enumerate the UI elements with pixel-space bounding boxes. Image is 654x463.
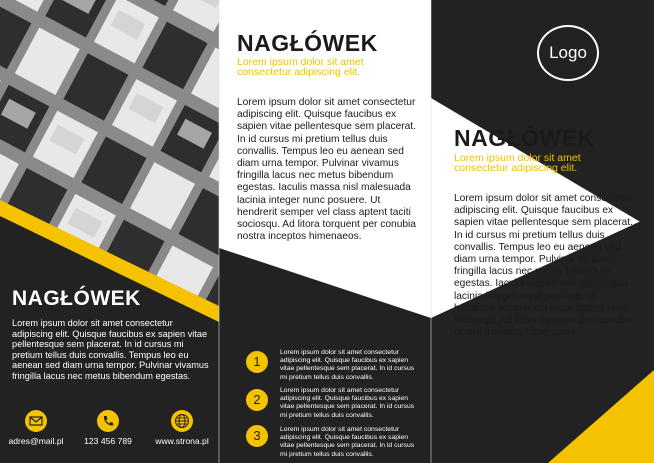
step-text-2: Lorem ipsum dolor sit amet consectetur adipiscing elit. Quisque faucibus ex sapien vitae pellentesque sem placerat. In id cursus mi pretium tellus duis convallis. [280, 387, 415, 419]
right-panel-heading: NAGŁÓWEK [454, 125, 595, 151]
step-number-2: 2 [246, 389, 268, 411]
email-text[interactable]: adres@mail.pl [8, 436, 64, 446]
globe-icon [171, 410, 193, 432]
right-panel-subheading: Lorem ipsum dolor sit amet consectetur adipiscing elit. [454, 152, 581, 174]
step-text-3: Lorem ipsum dolor sit amet consectetur adipiscing elit. Quisque faucibus ex sapien vitae pellentesque sem placerat. In id cursus mi pretium tellus duis convallis. [280, 426, 415, 458]
left-panel-heading: NAGŁÓWEK [12, 287, 141, 310]
phone-icon [97, 410, 119, 432]
left-panel-body: Lorem ipsum dolor sit amet consectetur adipiscing elit. Quisque faucibus ex sapien vitae pellentesque sem placerat. In id cursus mi pretium tellus duis convallis. Tempus leo eu aenean sed diam urna tempor. Pulvinar vivamus fringilla lacus nec metus bibendum egestas. [12, 318, 209, 381]
logo-placeholder: Logo [537, 25, 599, 81]
step-text-1: Lorem ipsum dolor sit amet consectetur adipiscing elit. Quisque faucibus ex sapien vitae pellentesque sem placerat. In id cursus mi pretium tellus duis convallis. [280, 349, 415, 381]
step-number-3: 3 [246, 425, 268, 447]
middle-panel-heading: NAGŁÓWEK [237, 30, 378, 56]
phone-text[interactable]: 123 456 789 [84, 436, 132, 446]
middle-panel-body: Lorem ipsum dolor sit amet consectetur adipiscing elit. Quisque faucibus ex sapien vitae pellentesque sem placerat. In id cursus mi pretium tellus duis convallis. Tempus leo eu aenean sed diam urna tempor. Pulvinar vivamus fringilla lacus nec metus bibendum egestas. Iaculis massa nisl malesuada lacinia integer nunc posuere. Ut hendrerit semper vel class aptent taciti sociosqu. Ad litora torquent per conubia nostra inceptos himenaeos. [237, 97, 416, 243]
envelope-icon [25, 410, 47, 432]
website-text[interactable]: www.strona.pl [155, 436, 209, 446]
step-number-1: 1 [246, 351, 268, 373]
middle-panel-subheading: Lorem ipsum dolor sit amet consectetur adipiscing elit. [237, 56, 364, 78]
right-panel-body: Lorem ipsum dolor sit amet consectetur adipiscing elit. Quisque faucibus ex sapien vitae pellentesque sem placerat. In id cursus mi pretium tellus duis convallis. Tempus leo eu aenean sed diam urna tempor. Pulvinar vivamus fringilla lacus nec metus bibendum egestas. Iaculis massa nisl malesuada lacinia integer nunc posuere. Ut hendrerit semper vel class aptent taciti sociosqu. Ad litora torquent per conubia nostra inceptos himenaeos. [454, 193, 633, 339]
